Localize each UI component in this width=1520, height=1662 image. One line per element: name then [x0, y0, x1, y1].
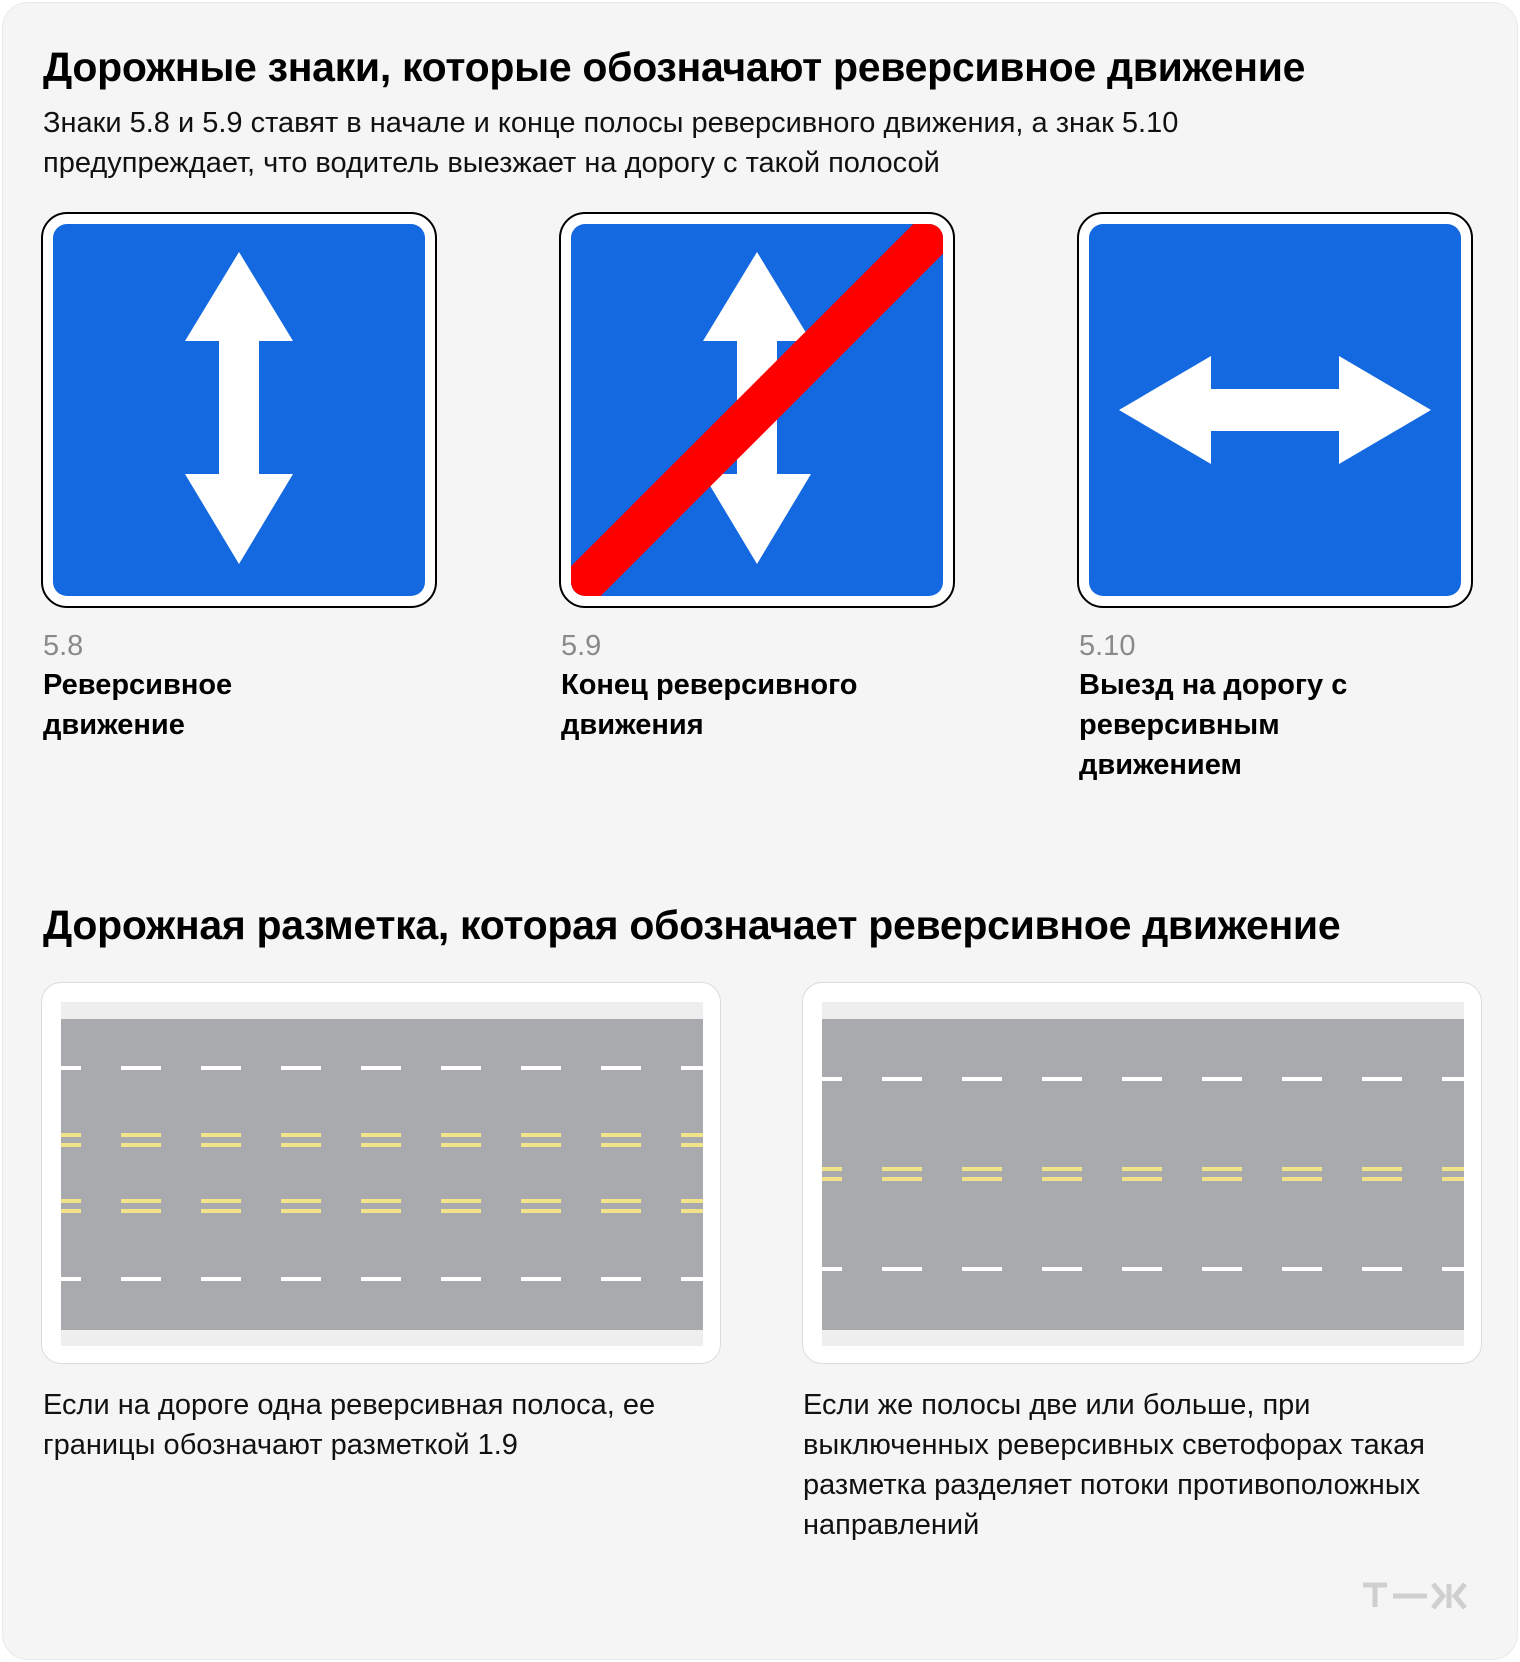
crossed-vertical-double-arrow-icon: [571, 224, 943, 596]
road-marking-card-one-lane: [41, 982, 721, 1364]
sign-code-5-10: 5.10: [1079, 630, 1136, 662]
horizontal-double-arrow-icon: [1089, 224, 1461, 596]
lead-text: Знаки 5.8 и 5.9 ставят в начале и конце полосы реверсивного движения, а знак 5.10 предупреждает, что водитель выезжает на дорогу с такой полосой: [43, 107, 1179, 179]
caption-multi-lane: Если же полосы две или больше, при выключенных реверсивных светофорах такая разметка разделяет потоки противоположных направлений: [803, 1389, 1425, 1541]
vertical-double-arrow-icon: [53, 224, 425, 596]
sign-5-8: [41, 212, 437, 608]
page-title: Дорожные знаки, которые обозначают реверсивное движение: [43, 44, 1306, 90]
road-marking-card-multi-lane: [802, 982, 1482, 1364]
caption-one-lane: Если на дороге одна реверсивная полоса, ее границы обозначают разметкой 1.9: [43, 1389, 656, 1461]
sign-name-5-9: Конец реверсивного движения: [561, 669, 858, 741]
infographic-card: [2, 2, 1518, 1660]
road-marking-one-lane-illustration: [61, 1002, 703, 1346]
sign-code-5-8: 5.8: [43, 630, 84, 662]
sign-code-5-9: 5.9: [561, 630, 602, 662]
tzh-logo-icon: [1361, 1581, 1481, 1611]
sign-5-10: [1077, 212, 1473, 608]
road-marking-multi-lane-illustration: [822, 1002, 1464, 1346]
markings-title: Дорожная разметка, которая обозначает реверсивное движение: [43, 902, 1341, 948]
sign-5-9: [559, 212, 955, 608]
sign-name-5-10: Выезд на дорогу с реверсивным движением: [1079, 669, 1348, 781]
sign-name-5-8: Реверсивное движение: [43, 669, 233, 741]
